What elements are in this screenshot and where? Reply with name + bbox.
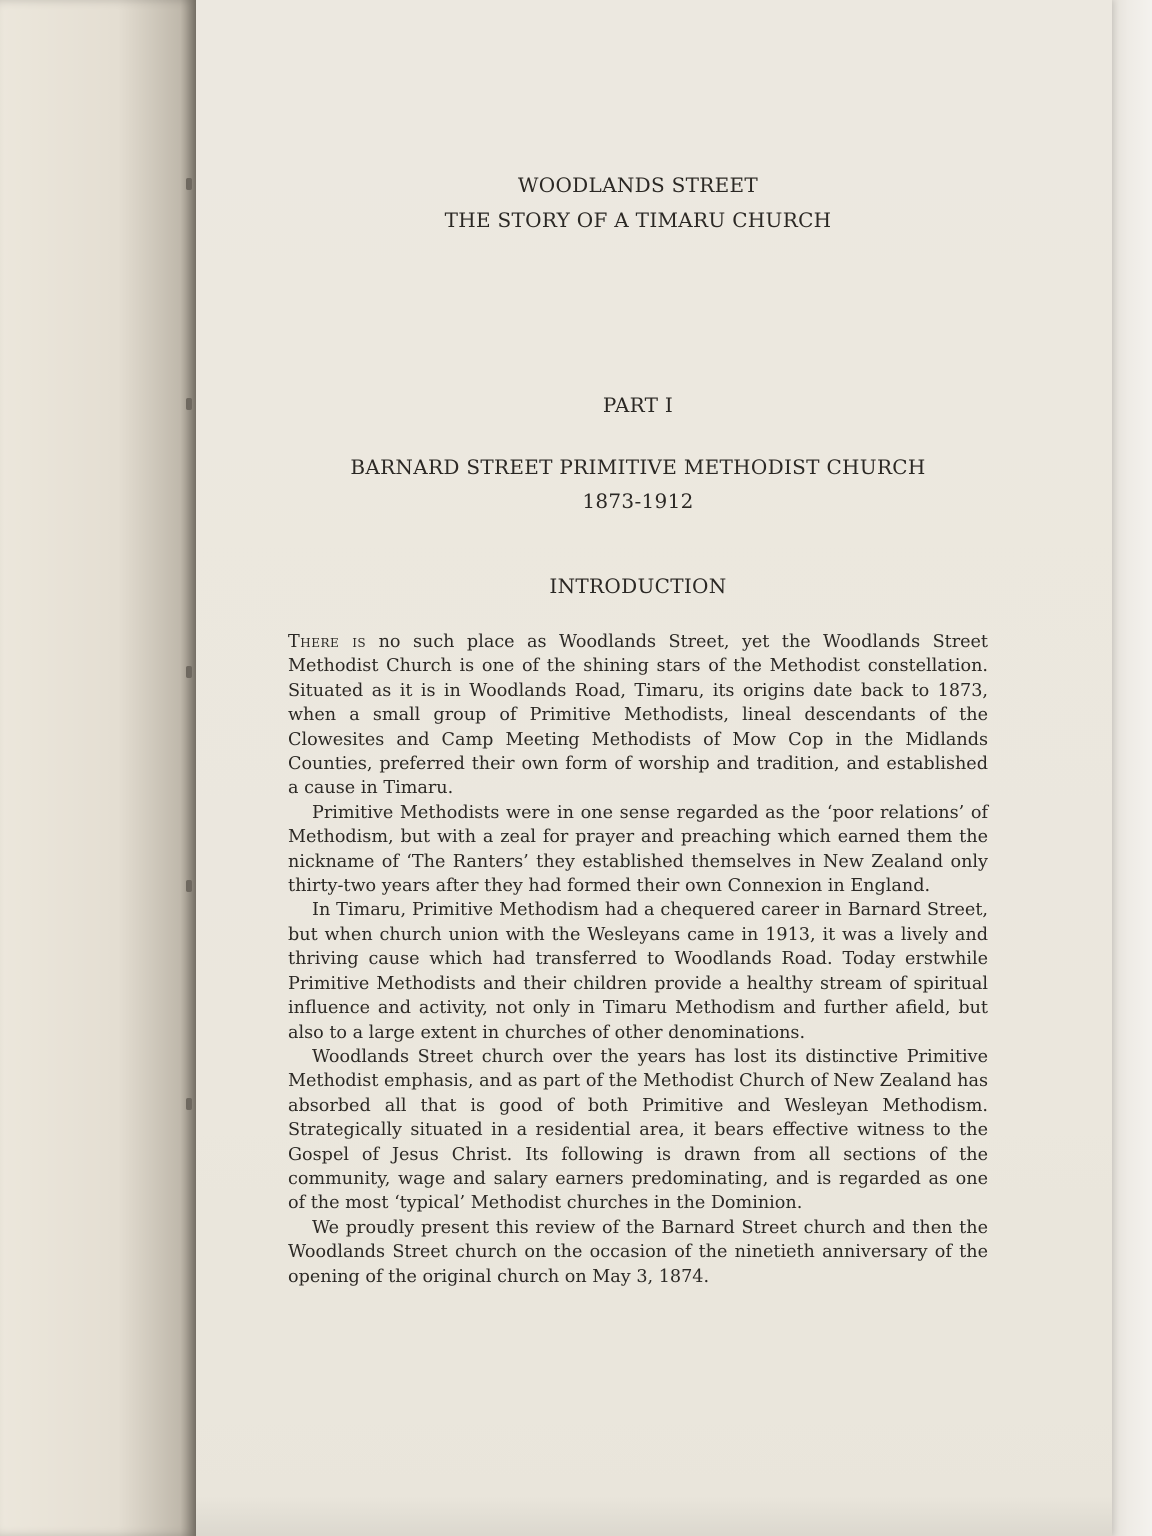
paragraph-4: Woodlands Street church over the years has lost its distinctive Primitive Methodist emphasis, and as part of the Methodist Church of New Zealand has absorbed all that is good of both Primitive and Wesleyan Methodism. Strategically situated in a residential area, it bears effective witness to the Gospel of Jesus Christ. Its following is drawn from all sections of the community, wage and salary earners predominating, and is regarded as one of the most ‘typical’ Methodist churches in the Dominion. [288,1046,988,1214]
part-label: PART I [602,393,674,417]
paragraph-2: Primitive Methodists were in one sense regarded as the ‘poor relations’ of Methodism, but with a zeal for prayer and preaching which earned them the nickname of ‘The Ranters’ they established themselves in New Zealand only thirty-two years after they had formed their own Connexion in England. [288,802,988,897]
binding-stitch [186,178,192,190]
paragraph-1-text: no such place as Woodlands Street, yet the Woodlands Street Methodist Church is one of the shining stars of the Methodist constellation. Situated as it is in Woodlands Road, Timaru, its origins date back to 1873, when a small group of Primitive Methodists, lineal descendants of the Clowesites and Camp Meeting Methodists of Mow Cop in the Midlands Counties, preferred their own form of worship and tradition, and established a cause in Timaru. [288,632,988,799]
binding-stitch [186,1098,192,1110]
left-page-edge [0,0,196,1536]
paragraph-5: We proudly present this review of the Barnard Street church and then the Woodlands Street church on the occasion of the ninetieth anniversary of the opening of the original church on May 3, 1874. [288,1217,988,1287]
binding-stitch [186,666,192,678]
binding-stitch [186,880,192,892]
introduction-body [288,630,988,1289]
title-line-1: WOODLANDS STREET [517,173,759,197]
section-heading: INTRODUCTION [549,574,727,598]
binding-stitch [186,398,192,410]
paragraph-1 [288,630,988,801]
paragraph-3: In Timaru, Primitive Methodism had a chequered career in Barnard Street, but when church union with the Wesleyans came in 1913, it was a lively and thriving cause which had transferred to Woodlands Road. Today erstwhile Primitive Methodists and their children provide a healthy stream of spiritual influence and activity, not only in Timaru Methodism and further afield, but also to a large extent in churches of other denominations. [288,900,988,1043]
paragraph-lead: There is [288,632,367,652]
title-line-2: THE STORY OF A TIMARU CHURCH [444,208,832,232]
part-years: 1873-1912 [582,489,694,513]
page-shadow [196,1496,1112,1536]
part-subtitle: BARNARD STREET PRIMITIVE METHODIST CHURCH [350,455,926,479]
